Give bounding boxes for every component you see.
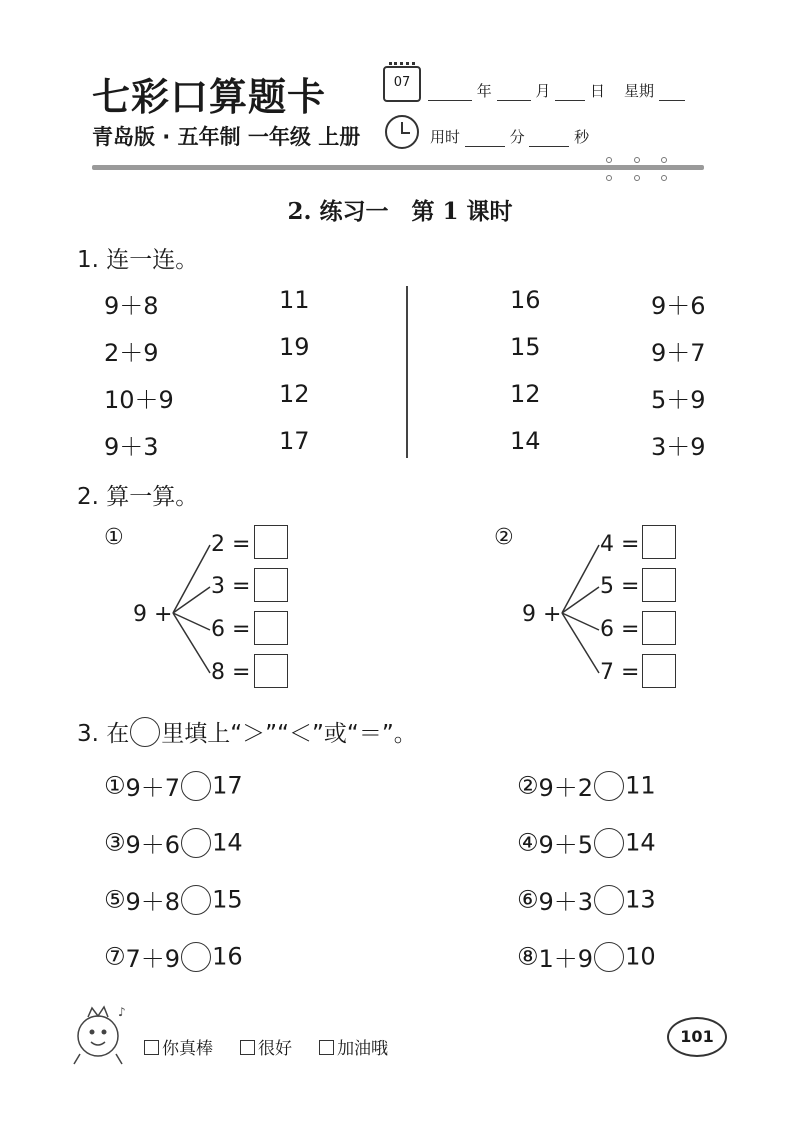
left-expression: 9＋8 (104, 292, 159, 320)
item-left: 9＋5 (538, 831, 594, 859)
group-2-addend: 4 = (600, 532, 640, 557)
left-result: 19 (279, 333, 310, 361)
compare-circle[interactable] (181, 771, 211, 801)
right-result: 14 (510, 427, 541, 455)
group-2-addend: 7 = (600, 660, 640, 685)
compare-circle[interactable] (181, 942, 211, 972)
group-2-addend: 5 = (600, 574, 640, 599)
compare-circle[interactable] (594, 828, 624, 858)
group-2-branch-lines (559, 535, 604, 685)
rating-options (144, 1034, 388, 1059)
rating-label: 加油哦 (337, 1039, 389, 1059)
item-marker: ③ (104, 828, 126, 857)
group-1-base: 9 + (133, 602, 173, 627)
binder-peg-icon (606, 157, 612, 181)
item-left: 9＋3 (538, 888, 594, 916)
compare-item (104, 825, 243, 860)
item-marker: ⑦ (104, 942, 126, 971)
group-1-addend: 8 = (211, 660, 251, 685)
group-2-marker: ② (494, 525, 514, 550)
group-1-addend: 6 = (211, 617, 251, 642)
compare-item (517, 882, 656, 917)
svg-text:♪: ♪ (118, 1005, 126, 1019)
time-fields (430, 126, 589, 147)
item-right: 14 (625, 828, 656, 857)
left-result: 11 (279, 286, 310, 314)
item-left: 7＋9 (125, 945, 181, 973)
compare-circle[interactable] (181, 885, 211, 915)
compare-circle[interactable] (594, 942, 624, 972)
answer-box[interactable] (642, 525, 676, 559)
group-1-marker: ① (104, 525, 124, 550)
answer-box[interactable] (254, 654, 288, 688)
binder-peg-icon (634, 157, 640, 181)
right-result: 15 (510, 333, 541, 361)
item-marker: ① (104, 771, 126, 800)
right-expression: 9＋6 (651, 292, 706, 320)
date-fields (428, 80, 685, 101)
item-left: 9＋2 (538, 774, 594, 802)
brand-title: 七彩口算题卡 (92, 75, 327, 119)
circle-blank-icon (130, 717, 160, 747)
item-marker: ⑧ (517, 942, 539, 971)
compare-item (517, 825, 656, 860)
question-3-prefix: 3. 在 (77, 721, 130, 747)
calendar-day: 07 (393, 75, 411, 90)
column-divider (406, 286, 408, 458)
item-right: 17 (212, 771, 243, 800)
right-result: 12 (510, 380, 541, 408)
answer-box[interactable] (642, 611, 676, 645)
right-expression: 3＋9 (651, 433, 706, 461)
rating-checkbox[interactable] (144, 1040, 159, 1055)
item-right: 16 (212, 942, 243, 971)
compare-circle[interactable] (594, 771, 624, 801)
item-right: 15 (212, 885, 243, 914)
page-number: 101 (667, 1017, 727, 1057)
right-expression: 5＋9 (651, 386, 706, 414)
rating-checkbox[interactable] (240, 1040, 255, 1055)
left-result: 17 (279, 427, 310, 455)
minutes-label: 分 (509, 128, 525, 146)
answer-box[interactable] (642, 568, 676, 602)
binder-peg-icon (661, 157, 667, 181)
mascot-icon (70, 1002, 132, 1068)
item-right: 11 (625, 771, 656, 800)
question-1-title: 1. 连一连。 (77, 247, 199, 273)
compare-circle[interactable] (181, 828, 211, 858)
weekday-label: 星期 (624, 82, 655, 100)
item-marker: ② (517, 771, 539, 800)
item-right: 14 (212, 828, 243, 857)
lesson-title: 2. 练习一 第 1 课时 (287, 198, 513, 225)
group-1-branch-lines (170, 535, 215, 685)
rating-label: 很好 (258, 1039, 293, 1059)
left-expression: 9＋3 (104, 433, 159, 461)
seconds-label: 秒 (574, 128, 590, 146)
compare-item (104, 768, 243, 803)
day-label: 日 (589, 82, 605, 100)
item-marker: ⑥ (517, 885, 539, 914)
year-label: 年 (476, 82, 492, 100)
answer-box[interactable] (642, 654, 676, 688)
left-expression: 2＋9 (104, 339, 159, 367)
time-used-label: 用时 (430, 128, 461, 146)
item-marker: ⑤ (104, 885, 126, 914)
answer-box[interactable] (254, 611, 288, 645)
left-expression: 10＋9 (104, 386, 174, 414)
edition-label: 青岛版 · 五年制 一年级 上册 (92, 125, 361, 149)
item-left: 9＋8 (125, 888, 181, 916)
header-divider (92, 165, 704, 170)
right-result: 16 (510, 286, 541, 314)
calendar-icon (383, 66, 421, 102)
compare-item (104, 882, 243, 917)
rating-label: 你真棒 (162, 1039, 213, 1059)
right-expression: 9＋7 (651, 339, 706, 367)
compare-circle[interactable] (594, 885, 624, 915)
question-3-title (77, 715, 417, 748)
month-label: 月 (535, 82, 551, 100)
group-1-addend: 2 = (211, 532, 251, 557)
group-2-addend: 6 = (600, 617, 640, 642)
item-right: 10 (625, 942, 656, 971)
item-left: 1＋9 (538, 945, 594, 973)
compare-item (104, 939, 243, 974)
item-left: 9＋6 (125, 831, 181, 859)
left-result: 12 (279, 380, 310, 408)
question-2-title: 2. 算一算。 (77, 484, 199, 510)
group-1-addend: 3 = (211, 574, 251, 599)
compare-item (517, 939, 656, 974)
rating-checkbox[interactable] (319, 1040, 334, 1055)
group-2-base: 9 + (522, 602, 562, 627)
item-marker: ④ (517, 828, 539, 857)
question-3-suffix: 里填上“＞”“＜”或“＝”。 (161, 721, 417, 747)
answer-box[interactable] (254, 568, 288, 602)
compare-item (517, 768, 656, 803)
answer-box[interactable] (254, 525, 288, 559)
item-left: 9＋7 (125, 774, 181, 802)
item-right: 13 (625, 885, 656, 914)
clock-icon (385, 115, 419, 149)
